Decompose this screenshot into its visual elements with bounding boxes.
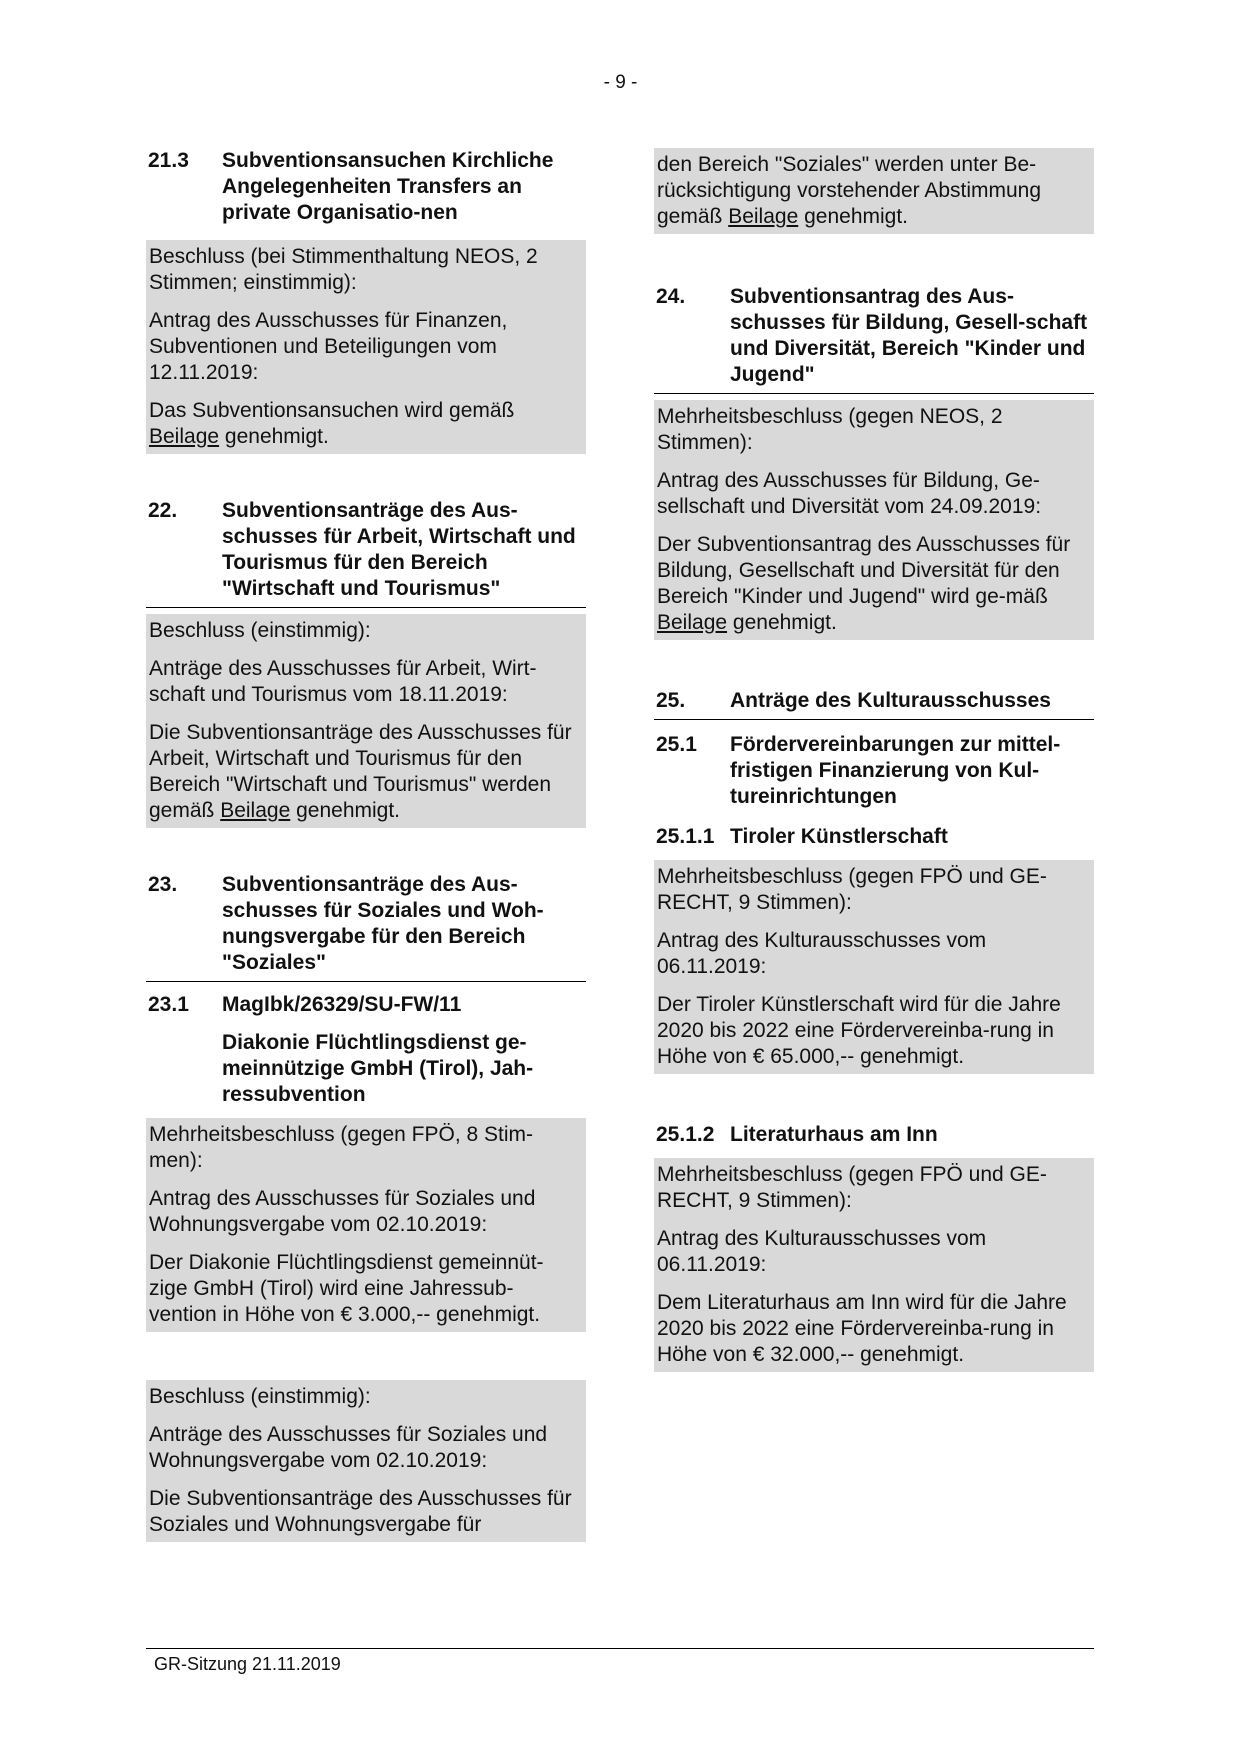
section-number: 24. bbox=[656, 285, 686, 308]
section-25-1-1-heading bbox=[654, 822, 1094, 854]
section-21-3-heading bbox=[146, 146, 586, 230]
section-23-1-heading bbox=[146, 990, 586, 1112]
section-title: Literaturhaus am Inn bbox=[730, 1123, 938, 1146]
section-25-1-1-resolution bbox=[654, 860, 1094, 1074]
motion-source: Anträge des Ausschusses für Soziales und Wohnungsvergabe vom 02.10.2019: bbox=[149, 1423, 548, 1472]
resolution-vote: Mehrheitsbeschluss (gegen FPÖ und GE-RECHT, 9 Stimmen): bbox=[657, 865, 1047, 914]
section-number: 25. bbox=[656, 689, 686, 712]
section-title: Diakonie Flüchtlingsdienst ge-meinnützige GmbH (Tirol), Jah-ressubvention bbox=[222, 1031, 534, 1106]
section-number: 23.1 bbox=[148, 993, 189, 1016]
resolution-text: Die Subventionsanträge des Ausschusses für Arbeit, Wirtschaft und Tourismus für den Bereich "Wirtschaft und Tourismus" werden gemäß Beilage genehmigt. bbox=[149, 721, 572, 822]
resolution-text: den Bereich "Soziales" werden unter Be-rücksichtigung vorstehender Abstimmung gemäß Beilage genehmigt. bbox=[657, 153, 1042, 228]
motion-source: Antrag des Ausschusses für Bildung, Ge-sellschaft und Diversität vom 24.09.2019: bbox=[657, 469, 1042, 518]
file-reference: MagIbk/26329/SU-FW/11 bbox=[222, 993, 462, 1016]
section-title: Fördervereinbarungen zur mittel-fristigen Finanzierung von Kul-tureinrichtungen bbox=[730, 733, 1061, 808]
section-22-resolution bbox=[146, 614, 586, 828]
right-column bbox=[654, 146, 1094, 1372]
section-title: Subventionsanträge des Aus-schusses für Soziales und Woh-nungsvergabe für den Bereich "Soziales" bbox=[222, 873, 544, 974]
footer-text: GR-Sitzung 21.11.2019 bbox=[154, 1654, 341, 1674]
section-24-heading bbox=[654, 282, 1094, 394]
beilage-link[interactable]: Beilage bbox=[657, 611, 728, 634]
section-25-1-2-heading bbox=[654, 1120, 1094, 1152]
beilage-link[interactable]: Beilage bbox=[728, 205, 799, 228]
section-number: 25.1.1 bbox=[656, 825, 715, 848]
section-number: 25.1.2 bbox=[656, 1123, 715, 1146]
motion-source: Antrag des Kulturausschusses vom 06.11.2019: bbox=[657, 929, 987, 978]
section-25-1-2-resolution bbox=[654, 1158, 1094, 1372]
resolution-text: Der Diakonie Flüchtlingsdienst gemeinnüt-zige GmbH (Tirol) wird eine Jahressub-vention in Höhe von € 3.000,-- genehmigt. bbox=[149, 1251, 544, 1326]
section-22-heading bbox=[146, 496, 586, 608]
resolution-text: Der Subventionsantrag des Ausschusses für Bildung, Gesellschaft und Diversität für den Bereich "Kinder und Jugend" wird ge-mäß Beilage genehmigt. bbox=[657, 533, 1071, 634]
section-title: Subventionsansuchen Kirchliche Angelegenheiten Transfers an private Organisatio-nen bbox=[222, 149, 554, 224]
section-24-resolution bbox=[654, 400, 1094, 640]
resolution-text: Der Tiroler Künstlerschaft wird für die Jahre 2020 bis 2022 eine Fördervereinba-rung in Höhe von € 65.000,-- genehmigt. bbox=[657, 993, 1061, 1068]
section-21-3-resolution bbox=[146, 240, 586, 454]
resolution-vote: Beschluss (einstimmig): bbox=[149, 1385, 371, 1408]
section-23-resolution bbox=[146, 1380, 586, 1542]
footer-divider bbox=[146, 1648, 1094, 1649]
section-title: Subventionsanträge des Aus-schusses für Arbeit, Wirtschaft und Tourismus für den Bereich "Wirtschaft und Tourismus" bbox=[222, 499, 576, 600]
section-23-heading bbox=[146, 870, 586, 982]
section-number: 25.1 bbox=[656, 733, 697, 756]
resolution-text: Das Subventionsansuchen wird gemäß Beilage genehmigt. bbox=[149, 399, 515, 448]
section-number: 22. bbox=[148, 499, 178, 522]
resolution-vote: Mehrheitsbeschluss (gegen FPÖ, 8 Stim-men): bbox=[149, 1123, 533, 1172]
section-25-heading bbox=[654, 686, 1094, 720]
resolution-vote: Beschluss (einstimmig): bbox=[149, 619, 371, 642]
left-column bbox=[146, 146, 586, 1542]
resolution-vote: Mehrheitsbeschluss (gegen FPÖ und GE-RECHT, 9 Stimmen): bbox=[657, 1163, 1047, 1212]
section-23-1-resolution bbox=[146, 1118, 586, 1332]
resolution-vote: Mehrheitsbeschluss (gegen NEOS, 2 Stimmen): bbox=[657, 405, 1003, 454]
section-23-resolution-continued bbox=[654, 148, 1094, 234]
section-25-1-heading bbox=[654, 730, 1094, 814]
motion-source: Antrag des Kulturausschusses vom 06.11.2019: bbox=[657, 1227, 987, 1276]
page-number: - 9 - bbox=[603, 72, 638, 93]
section-title: Tiroler Künstlerschaft bbox=[730, 825, 948, 848]
section-number: 21.3 bbox=[148, 149, 189, 172]
resolution-text: Die Subventionsanträge des Ausschusses für Soziales und Wohnungsvergabe für bbox=[149, 1487, 572, 1536]
motion-source: Antrag des Ausschusses für Finanzen, Subventionen und Beteiligungen vom 12.11.2019: bbox=[149, 309, 508, 384]
section-title: Subventionsantrag des Aus-schusses für Bildung, Gesell-schaft und Diversität, Bereich "Kinder und Jugend" bbox=[730, 285, 1088, 386]
motion-source: Anträge des Ausschusses für Arbeit, Wirt-schaft und Tourismus vom 18.11.2019: bbox=[149, 657, 537, 706]
beilage-link[interactable]: Beilage bbox=[149, 425, 220, 448]
resolution-text: Dem Literaturhaus am Inn wird für die Jahre 2020 bis 2022 eine Fördervereinba-rung in Höhe von € 32.000,-- genehmigt. bbox=[657, 1291, 1067, 1366]
section-title: Anträge des Kulturausschusses bbox=[730, 689, 1051, 712]
beilage-link[interactable]: Beilage bbox=[220, 799, 291, 822]
motion-source: Antrag des Ausschusses für Soziales und Wohnungsvergabe vom 02.10.2019: bbox=[149, 1187, 536, 1236]
resolution-vote: Beschluss (bei Stimmenthaltung NEOS, 2 Stimmen; einstimmig): bbox=[149, 245, 538, 294]
section-number: 23. bbox=[148, 873, 178, 896]
